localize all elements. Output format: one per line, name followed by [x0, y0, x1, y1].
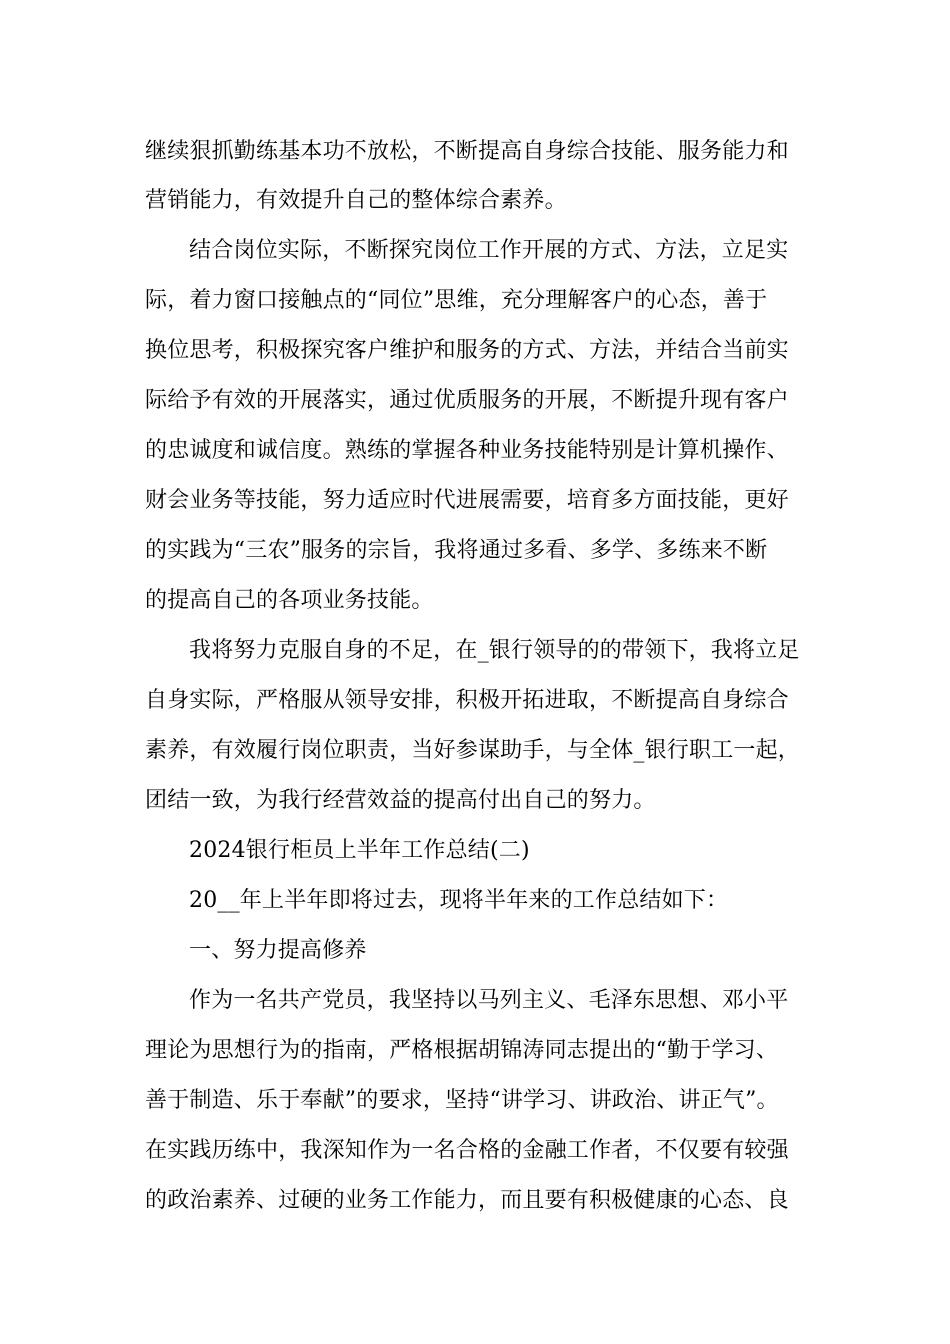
text-line: 善于制造、乐于奉献”的要求，坚持“讲学习、讲政治、讲正气”。 — [145, 1088, 779, 1113]
text-line: 际，着力窗口接触点的“同位”思维，充分理解客户的心态，善于 — [145, 288, 768, 313]
text-line: 团结一致，为我行经营效益的提高付出自己的努力。 — [145, 788, 656, 813]
text-line: 的实践为“三农”服务的宗旨，我将通过多看、多学、多练来不断 — [145, 538, 768, 563]
text-line: 财会业务等技能，努力适应时代进展需要，培育多方面技能，更好 — [145, 488, 789, 513]
intro-line: 20__年上半年即将过去，现将半年来的工作总结如下： — [189, 888, 729, 913]
text-line: 的政治素养、过硬的业务工作能力，而且要有积极健康的心态、良 — [145, 1188, 789, 1213]
text-line: 际给予有效的开展落实，通过优质服务的开展，不断提升现有客户 — [145, 388, 789, 413]
section-heading: 一、努力提高修养 — [189, 938, 367, 963]
text-line: 的提高自己的各项业务技能。 — [145, 588, 434, 613]
text-line: 素养，有效履行岗位职责，当好参谋助手，与全体_银行职工一起， — [145, 738, 801, 763]
text-line: 在实践历练中，我深知作为一名合格的金融工作者，不仅要有较强 — [145, 1138, 789, 1163]
section-title: 2024银行柜员上半年工作总结(二) — [189, 838, 530, 863]
text-line: 理论为思想行为的指南，严格根据胡锦涛同志提出的“勤于学习、 — [145, 1038, 779, 1063]
text-line: 继续狠抓勤练基本功不放松，不断提高自身综合技能、服务能力和 — [145, 139, 789, 164]
paragraph-first-line: 作为一名共产党员，我坚持以马列主义、毛泽东思想、邓小平 — [189, 988, 789, 1013]
paragraph-first-line: 我将努力克服自身的不足，在_银行领导的的带领下，我将立足 — [189, 638, 800, 663]
text-line: 换位思考，积极探究客户维护和服务的方式、方法，并结合当前实 — [145, 338, 789, 363]
paragraph-first-line: 结合岗位实际，不断探究岗位工作开展的方式、方法，立足实 — [189, 238, 789, 263]
text-line: 自身实际，严格服从领导安排，积极开拓进取，不断提高自身综合 — [145, 688, 789, 713]
text-line: 营销能力，有效提升自己的整体综合素养。 — [145, 188, 567, 213]
text-line: 的忠诚度和诚信度。熟练的掌握各种业务技能特别是计算机操作、 — [145, 438, 789, 463]
